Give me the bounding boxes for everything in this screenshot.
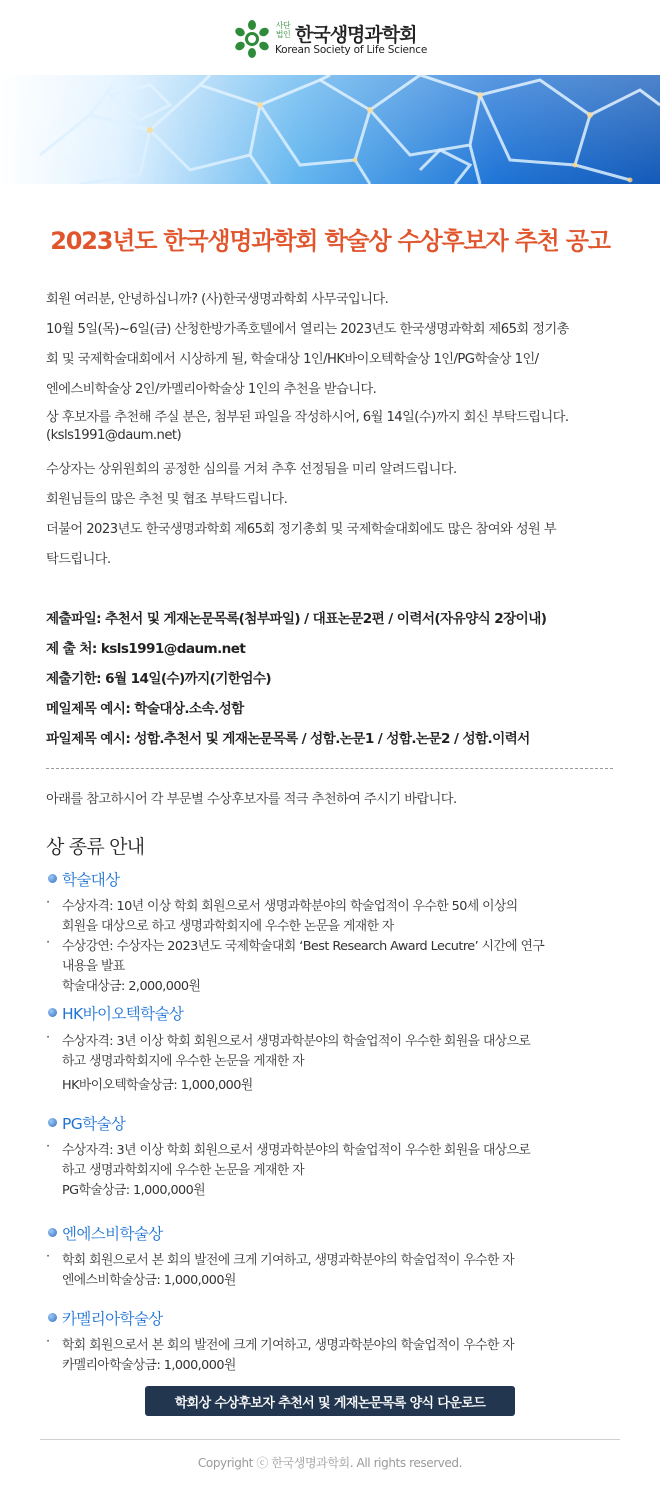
contact-email-text[interactable]: (ksls1991@daum.net) xyxy=(46,428,182,443)
submission-files: 제출파일: 추천서 및 게재논문목록(첨부파일) / 대표논문2편 / 이력서(자유양식 2장이내) xyxy=(46,611,547,627)
bullet-dot-icon xyxy=(48,1118,57,1127)
footer-copyright: Copyright ⓒ 한국생명과학회. All rights reserved. xyxy=(197,1456,463,1470)
award-prize-amount: PG학술상금: 1,000,000원 xyxy=(62,1183,206,1198)
award-heading xyxy=(48,1002,183,1024)
society-emblem-icon xyxy=(233,20,271,58)
intro-paragraph-line: 탁드립니다. xyxy=(46,552,111,567)
award-prize-amount: HK바이오텍학술상금: 1,000,000원 xyxy=(62,1078,253,1093)
header xyxy=(0,0,660,75)
logo-subtitle-line-1: 사단 xyxy=(275,21,291,30)
award-detail-text: 수상자격: 3년 이상 학회 회원으로서 생명과학분야의 학술업적이 우수한 회원을 대상으로 xyxy=(62,1143,531,1158)
intro-paragraph-line: 상 후보자를 추천해 주실 분은, 첨부된 파일을 작성하시어, 6월 14일(수)까지 회신 부탁드립니다. xyxy=(46,410,569,425)
award-heading xyxy=(48,868,120,890)
award-prize-amount: 카멜리아학술상금: 1,000,000원 xyxy=(62,1358,236,1373)
banner-cell-pattern-icon xyxy=(0,75,660,184)
org-name-english: Korean Society of Life Science xyxy=(275,44,428,56)
bullet-icon: · xyxy=(46,1139,50,1154)
award-detail-line: 하고 생명과학회지에 우수한 논문을 게재한 자 xyxy=(62,1054,305,1069)
intro-paragraph-line: 수상자는 상위원회의 공정한 심의를 거쳐 추후 선정됨을 미리 알려드립니다. xyxy=(46,462,457,477)
bullet-dot-icon xyxy=(48,874,57,883)
award-name: 엔에스비학술상 xyxy=(62,1225,163,1243)
award-heading xyxy=(48,1222,163,1244)
award-name: HK바이오텍학술상 xyxy=(62,1005,184,1023)
award-detail-text: 학회 회원으로서 본 회의 발전에 크게 기여하고, 생명과학분야의 학술업적이 우수한 자 xyxy=(62,1253,515,1268)
bullet-dot-icon xyxy=(48,1313,57,1322)
intro-paragraph-line: 회 및 국제학술대회에서 시상하게 될, 학술대상 1인/HK바이오텍학술상 1인/PG학술상 1인/ xyxy=(46,352,539,367)
logo-subtitle-line-2: 법인 xyxy=(275,30,291,39)
file-name-example: 파일제목 예시: 성함.추천서 및 게재논문목록 / 성함.논문1 / 성함.논문2 / 성함.이력서 xyxy=(46,731,530,747)
notice-title: 2023년도 한국생명과학회 학술상 수상후보자 추천 공고 xyxy=(50,227,610,255)
intro-paragraph-greeting: 회원 여러분, 안녕하십니까? (사)한국생명과학회 사무국입니다. xyxy=(46,292,389,307)
award-detail-line: 회원을 대상으로 하고 생명과학회지에 우수한 논문을 게재한 자 xyxy=(62,919,394,934)
logo[interactable] xyxy=(233,18,433,62)
awards-section-title: 상 종류 안내 xyxy=(46,836,145,858)
intro-paragraph-line: 10월 5일(목)~6일(금) 산청한방가족호텔에서 열리는 2023년도 한국생명과학회 제65회 정기총 xyxy=(46,322,569,337)
award-heading xyxy=(48,1112,125,1134)
award-name: 카멜리아학술상 xyxy=(62,1310,163,1328)
award-prize-amount: 학술대상금: 2,000,000원 xyxy=(62,979,201,994)
footer-divider xyxy=(40,1439,620,1440)
bullet-icon: · xyxy=(46,1249,50,1264)
award-detail-line: 내용을 발표 xyxy=(62,959,125,974)
intro-paragraph-line: 엔에스비학술상 2인/카멜리아학술상 1인의 추천을 받습니다. xyxy=(46,382,377,397)
mail-subject-example: 메일제목 예시: 학술대상.소속.성함 xyxy=(46,701,244,717)
header-banner-image xyxy=(0,75,660,184)
award-name: PG학술상 xyxy=(62,1115,126,1133)
intro-paragraph-line: 회원님들의 많은 추천 및 협조 부탁드립니다. xyxy=(46,492,288,507)
submission-destination: 제 출 처: ksls1991@daum.net xyxy=(46,641,246,657)
submission-deadline: 제출기한: 6월 14일(수)까지(기한엄수) xyxy=(46,671,272,687)
award-detail-text: 학회 회원으로서 본 회의 발전에 크게 기여하고, 생명과학분야의 학술업적이 우수한 자 xyxy=(62,1338,515,1353)
bullet-icon: · xyxy=(46,1334,50,1349)
bullet-icon: · xyxy=(46,895,50,910)
award-name: 학술대상 xyxy=(62,871,120,889)
award-heading xyxy=(48,1307,163,1329)
award-detail-text: 수상강연: 수상자는 2023년도 국제학술대회 ‘Best Research Award Lecutre’ 시간에 연구 xyxy=(62,939,545,954)
download-form-button[interactable]: 학회상 수상후보자 추천서 및 게재논문목록 양식 다운로드 xyxy=(145,1386,515,1416)
award-detail-text: 수상자격: 3년 이상 학회 회원으로서 생명과학분야의 학술업적이 우수한 회원을 대상으로 xyxy=(62,1034,531,1049)
dashed-divider xyxy=(46,768,613,769)
bullet-icon: · xyxy=(46,1030,50,1045)
bullet-dot-icon xyxy=(48,1008,57,1017)
intro-paragraph-line: 더불어 2023년도 한국생명과학회 제65회 정기총회 및 국제학술대회에도 많은 참여와 성원 부 xyxy=(46,522,557,537)
org-name-korean: 한국생명과학회 xyxy=(295,24,417,46)
award-detail-text: 수상자격: 10년 이상 학회 회원으로서 생명과학분야의 학술업적이 우수한 50세 이상의 xyxy=(62,899,518,914)
award-prize-amount: 엔에스비학술상금: 1,000,000원 xyxy=(62,1273,236,1288)
bullet-icon: · xyxy=(46,935,50,950)
closing-paragraph: 아래를 참고하시어 각 부문별 수상후보자를 적극 추천하여 주시기 바랍니다. xyxy=(46,792,457,807)
award-detail-line: 하고 생명과학회지에 우수한 논문을 게재한 자 xyxy=(62,1163,305,1178)
logo-subtitle xyxy=(273,21,293,39)
bullet-dot-icon xyxy=(48,1228,57,1237)
